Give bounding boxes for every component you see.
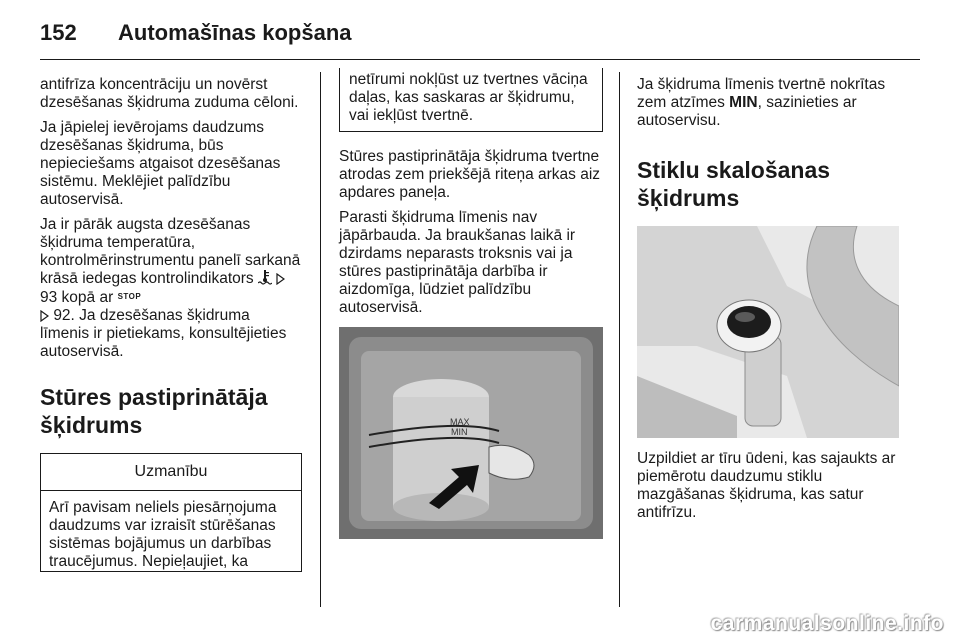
- paragraph: Parasti šķidruma līmenis nav jāpārbauda. Ja braukšanas laikā ir dzirdams neparasts troksnis vai ja stūres pastiprinātāja darbība ir aizdomīga, lūdziet palīdzību autoservisā.: [339, 209, 576, 316]
- column-3: [637, 76, 901, 529]
- page-reference: 93 kopā ar: [40, 289, 114, 306]
- page-header: [40, 20, 920, 60]
- coolant-temperature-icon: [258, 270, 272, 285]
- paragraph-text: , sazinieties ar autoservisu.: [637, 94, 857, 129]
- page-title: Automašīnas kopšana: [118, 20, 352, 45]
- power-steering-reservoir-figure: [339, 327, 603, 539]
- column-2: [339, 72, 603, 539]
- reservoir-illustration: [339, 327, 603, 539]
- warning-box: [40, 453, 302, 572]
- section-heading: Stūres pastiprinātāja šķidrums: [40, 384, 268, 438]
- paragraph: Stūres pastiprinātāja šķidruma tvertne atrodas zem priekšējā riteņa arkas aiz apdares paneļa.: [339, 148, 601, 201]
- column-divider-1: [320, 72, 321, 607]
- stop-indicator-label: STOP: [117, 292, 142, 301]
- paragraph: [637, 76, 901, 130]
- paragraph: [40, 216, 302, 361]
- washer-fluid-reservoir-figure: [637, 226, 899, 438]
- page-number: 152: [40, 20, 77, 45]
- header-divider: [40, 59, 920, 60]
- page-ref-arrow-icon: [276, 273, 285, 285]
- paragraph: Uzpildiet ar tīru ūdeni, kas sajaukts ar piemērotu daudzumu stiklu mazgāšanas šķidruma, kas satur antifrīzu.: [637, 450, 896, 521]
- min-mark-label: MIN: [451, 427, 468, 437]
- warning-body: Arī pavisam neliels piesārņojuma daudzums var izraisīt stūrēšanas sistēmas bojājumus un darbības traucējumus. Nepieļaujiet, ka: [49, 499, 277, 570]
- paragraph-text: Ja šķidruma līmenis tvertnē nokrītas zem atzīmes: [637, 76, 886, 111]
- paragraph: Ja jāpielej ievērojams daudzums dzesēšanas šķidruma, būs nepieciešams atgaisot dzesēšanas sistēmu. Meklējiet palīdzību autoservisā.: [40, 119, 281, 208]
- min-mark-text: MIN: [729, 94, 758, 111]
- warning-box-continuation: netīrumi nokļūst uz tvertnes vāciņa daļas, kas saskaras ar šķidrumu, vai iekļūst tvertnē.: [339, 68, 603, 132]
- paragraph: antifrīza koncentrāciju un novērst dzesēšanas šķidruma zuduma cēloni.: [40, 76, 299, 111]
- washer-reservoir-illustration: [637, 226, 899, 438]
- watermark: carmanualsonline.info: [710, 612, 944, 635]
- column-divider-2: [619, 72, 620, 607]
- section-heading: Stiklu skalošanas šķidrums: [637, 157, 831, 211]
- warning-title: Uzmanību: [41, 454, 301, 491]
- page-reference: 92. Ja dzesēšanas šķidruma līmenis ir pietiekams, konsultējieties autoservisā.: [40, 307, 287, 360]
- page-ref-arrow-icon: [40, 310, 49, 322]
- max-mark-label: MAX: [450, 417, 470, 427]
- column-1: [40, 76, 302, 572]
- paragraph-text: Ja ir pārāk augsta dzesēšanas šķidruma temperatūra, kontrolmērinstrumentu panelī sarkanā krāsā iedegas kontrolindikators: [40, 216, 301, 287]
